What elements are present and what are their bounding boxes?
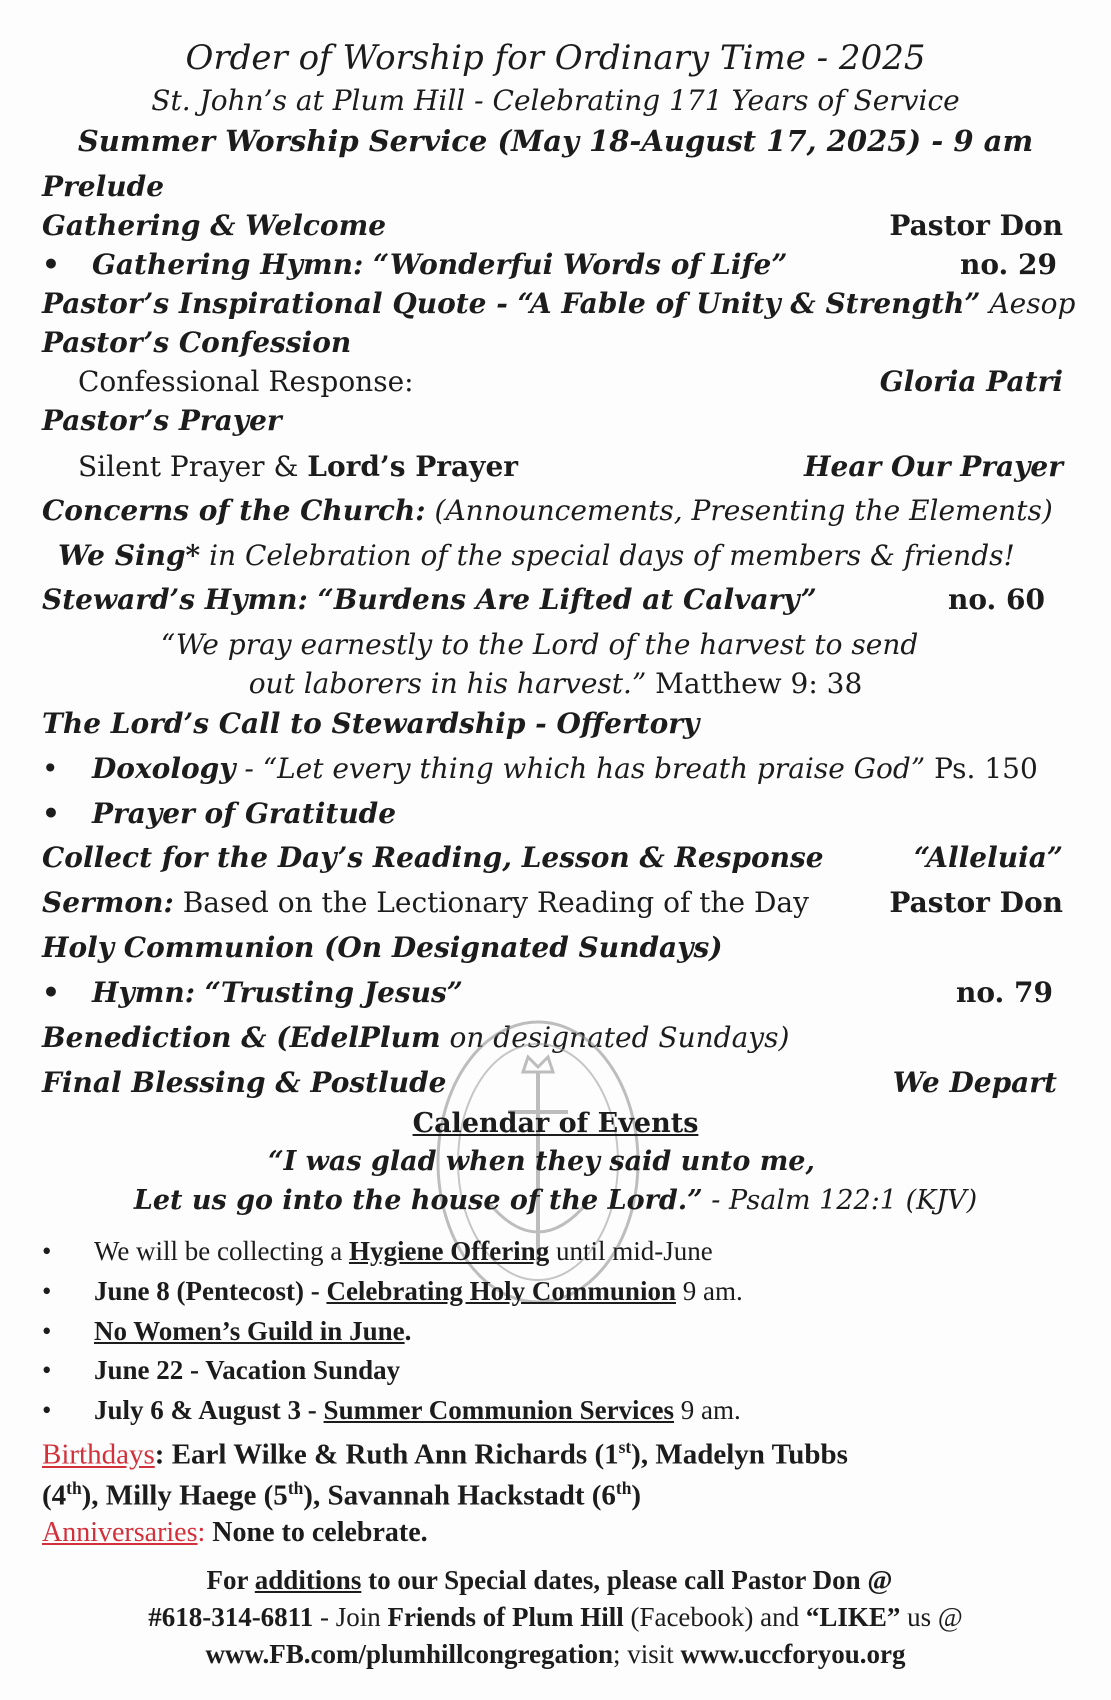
final-blessing-label: Final Blessing & Postlude bbox=[42, 1066, 447, 1099]
event-highlight: Celebrating Holy Communion bbox=[326, 1276, 676, 1306]
footer-text: For bbox=[206, 1565, 255, 1595]
bullet-icon: • bbox=[42, 248, 60, 281]
confession-response-value: Gloria Patri bbox=[879, 365, 1063, 398]
ordinal-suffix: th bbox=[287, 1478, 304, 1498]
facebook-link: www.FB.com/plumhillcongregation bbox=[205, 1639, 614, 1669]
confession-response-label: Confessional Response: bbox=[78, 365, 414, 398]
verse-line-1: “We pray earnestly to the Lord of the harvest to send bbox=[160, 628, 919, 661]
verse-text: out laborers in his harvest.” bbox=[248, 667, 647, 700]
prayer-row bbox=[42, 404, 1063, 444]
silent-prayer-label: Silent Prayer & bbox=[78, 450, 299, 483]
page-subtitle: St. John’s at Plum Hill - Celebrating 171 Years of Service bbox=[151, 84, 960, 117]
concerns-row bbox=[42, 494, 1063, 534]
ordinal-suffix: th bbox=[66, 1478, 82, 1498]
verse-reference: Matthew 9: 38 bbox=[655, 667, 863, 700]
doxology-label: Doxology bbox=[92, 752, 236, 785]
lords-prayer-label: Lord’s Prayer bbox=[307, 450, 519, 483]
event-text: June 8 (Pentecost) - bbox=[94, 1276, 327, 1306]
birthdays-text: (4 bbox=[42, 1479, 67, 1512]
event-text: July 6 & August 3 - bbox=[94, 1395, 324, 1425]
service-heading: Summer Worship Service (May 18-August 17, 2025) - 9 am bbox=[77, 124, 1034, 158]
footer-line-2 bbox=[0, 1602, 1111, 1633]
footer-text: - Join bbox=[313, 1602, 388, 1632]
communion-row bbox=[42, 931, 1063, 971]
footer-text: (Facebook) and bbox=[623, 1602, 806, 1632]
footer-text: us @ bbox=[900, 1602, 963, 1632]
website-link: www.uccforyou.org bbox=[680, 1639, 906, 1669]
ordinal-suffix: st bbox=[618, 1437, 632, 1457]
like-text: “LIKE” bbox=[805, 1602, 901, 1632]
gathering-label: Gathering & Welcome bbox=[42, 209, 387, 242]
gathering-leader: Pastor Don bbox=[889, 209, 1063, 242]
event-text: June 22 - Vacation Sunday bbox=[94, 1355, 401, 1385]
quote-row bbox=[42, 287, 1076, 327]
bullet-icon: • bbox=[42, 1276, 52, 1306]
gratitude-row bbox=[42, 797, 1063, 837]
footer-line-1 bbox=[0, 1565, 1105, 1596]
doxology-detail: - “Let every thing which has breath praise God” bbox=[244, 752, 926, 785]
stewardship-label: The Lord’s Call to Stewardship - Offertory bbox=[42, 707, 700, 740]
bullet-icon: • bbox=[42, 1355, 52, 1385]
birthdays-line-1: Birthdays: Earl Wilke & Ruth Ann Richards (1st), Madelyn Tubbs bbox=[42, 1437, 848, 1471]
bullet-icon: • bbox=[42, 1395, 52, 1425]
page-title: Order of Worship for Ordinary Time - 2025 bbox=[185, 38, 926, 78]
prelude-label: Prelude bbox=[42, 170, 165, 203]
prelude-row bbox=[42, 170, 1063, 210]
gathering-row bbox=[42, 209, 1063, 249]
birthdays-label: Birthdays bbox=[42, 1438, 155, 1471]
event-item bbox=[42, 1276, 743, 1307]
stewards-hymn-label: Steward’s Hymn: “Burdens Are Lifted at Calvary” bbox=[42, 583, 817, 616]
doxology-reference: Ps. 150 bbox=[934, 752, 1038, 785]
confession-row bbox=[42, 326, 1063, 366]
event-highlight: Hygiene Offering bbox=[348, 1236, 550, 1266]
psalm-reference: - Psalm 122:1 (KJV) bbox=[711, 1185, 978, 1216]
benediction-detail: on designated Sundays) bbox=[449, 1021, 790, 1054]
event-suffix: until mid-June bbox=[549, 1236, 713, 1266]
footer-text: ; visit bbox=[613, 1639, 681, 1669]
ordinal-suffix: th bbox=[615, 1478, 632, 1498]
hymn-row bbox=[42, 976, 1063, 1016]
birthdays-names-1: Earl Wilke & Ruth Ann Richards (1 bbox=[171, 1438, 619, 1471]
event-item bbox=[42, 1395, 741, 1426]
confession-response-row bbox=[42, 365, 1063, 405]
verse-line-2 bbox=[0, 667, 1111, 700]
bullet-icon: • bbox=[42, 1316, 52, 1346]
psalm-text: Let us go into the house of the Lord.” bbox=[133, 1185, 703, 1216]
quote-label: Pastor’s Inspirational Quote - “A Fable of Unity & Strength” bbox=[42, 287, 981, 320]
hymn-label: Hymn: “Trusting Jesus” bbox=[92, 976, 463, 1009]
gratitude-label: Prayer of Gratitude bbox=[92, 797, 397, 830]
we-sing-label: We Sing* bbox=[58, 539, 201, 572]
final-blessing-response: We Depart bbox=[892, 1066, 1057, 1099]
gathering-hymn-number: no. 29 bbox=[959, 248, 1057, 281]
benediction-label: Benediction & (EdelPlum bbox=[42, 1021, 441, 1054]
prayer-label: Pastor’s Prayer bbox=[42, 404, 282, 437]
sermon-row bbox=[42, 886, 1063, 926]
bullet-icon: • bbox=[42, 976, 60, 1009]
birthdays-text: ), Milly Haege (5 bbox=[81, 1479, 288, 1512]
doxology-row bbox=[42, 752, 1063, 792]
anniversaries-text: None to celebrate. bbox=[212, 1517, 428, 1548]
birthdays-line-2 bbox=[42, 1478, 641, 1513]
psalm-line-2 bbox=[0, 1185, 1111, 1216]
calendar-heading: Calendar of Events bbox=[412, 1108, 699, 1139]
hymn-number: no. 79 bbox=[955, 976, 1053, 1009]
prayer-response: Hear Our Prayer bbox=[804, 450, 1063, 483]
communion-label: Holy Communion (On Designated Sundays) bbox=[42, 931, 723, 964]
gathering-hymn-label: Gathering Hymn: “Wonderfui Words of Life” bbox=[92, 248, 788, 281]
collect-response: “Alleluia” bbox=[914, 841, 1063, 874]
psalm-line-1: “I was glad when they said unto me, bbox=[268, 1146, 815, 1177]
event-suffix: 9 am. bbox=[675, 1276, 743, 1306]
footer-text: to our Special dates, please call Pastor Don @ bbox=[361, 1565, 893, 1595]
concerns-label: Concerns of the Church: bbox=[42, 494, 426, 527]
bullet-icon: • bbox=[42, 797, 60, 830]
silent-prayer-row bbox=[42, 450, 1063, 490]
sermon-leader: Pastor Don bbox=[889, 886, 1063, 919]
event-highlight: No Women’s Guild in June bbox=[94, 1316, 405, 1346]
event-suffix: . bbox=[404, 1316, 412, 1346]
collect-row bbox=[42, 841, 1063, 881]
anniversaries-line: Anniversaries: None to celebrate. bbox=[42, 1517, 428, 1548]
footer-highlight: additions bbox=[254, 1565, 362, 1595]
bullet-icon: • bbox=[42, 1236, 52, 1266]
confession-label: Pastor’s Confession bbox=[42, 326, 352, 359]
anniversaries-label: Anniversaries bbox=[42, 1517, 198, 1548]
stewards-hymn-number: no. 60 bbox=[947, 583, 1045, 616]
sermon-label: Sermon: bbox=[42, 886, 174, 919]
bullet-icon: • bbox=[42, 752, 59, 785]
birthdays-text: ), Savannah Hackstadt (6 bbox=[303, 1479, 616, 1512]
we-sing-detail: in Celebration of the special days of members & friends! bbox=[209, 539, 1015, 572]
phone-number: #618-314-6811 bbox=[148, 1602, 314, 1632]
event-item bbox=[42, 1316, 411, 1347]
event-item bbox=[42, 1355, 400, 1386]
sermon-detail: Based on the Lectionary Reading of the Day bbox=[182, 886, 809, 919]
footer-line-3 bbox=[0, 1639, 1111, 1670]
stewardship-row bbox=[42, 707, 1063, 747]
event-suffix: 9 am. bbox=[674, 1395, 741, 1425]
quote-author: Aesop bbox=[989, 287, 1076, 320]
stewards-hymn-row bbox=[42, 583, 1063, 623]
event-text: We will be collecting a bbox=[94, 1236, 349, 1266]
we-sing-row bbox=[42, 539, 1063, 579]
birthdays-text: ) bbox=[631, 1479, 642, 1512]
event-item bbox=[42, 1236, 713, 1267]
concerns-detail: (Announcements, Presenting the Elements) bbox=[434, 494, 1053, 527]
collect-label: Collect for the Day’s Reading, Lesson & Response bbox=[42, 841, 824, 874]
birthdays-names-1b: ), Madelyn Tubbs bbox=[631, 1438, 848, 1471]
gathering-hymn-row bbox=[42, 248, 1063, 288]
facebook-group-name: Friends of Plum Hill bbox=[387, 1602, 624, 1632]
event-highlight: Summer Communion Services bbox=[323, 1395, 675, 1425]
